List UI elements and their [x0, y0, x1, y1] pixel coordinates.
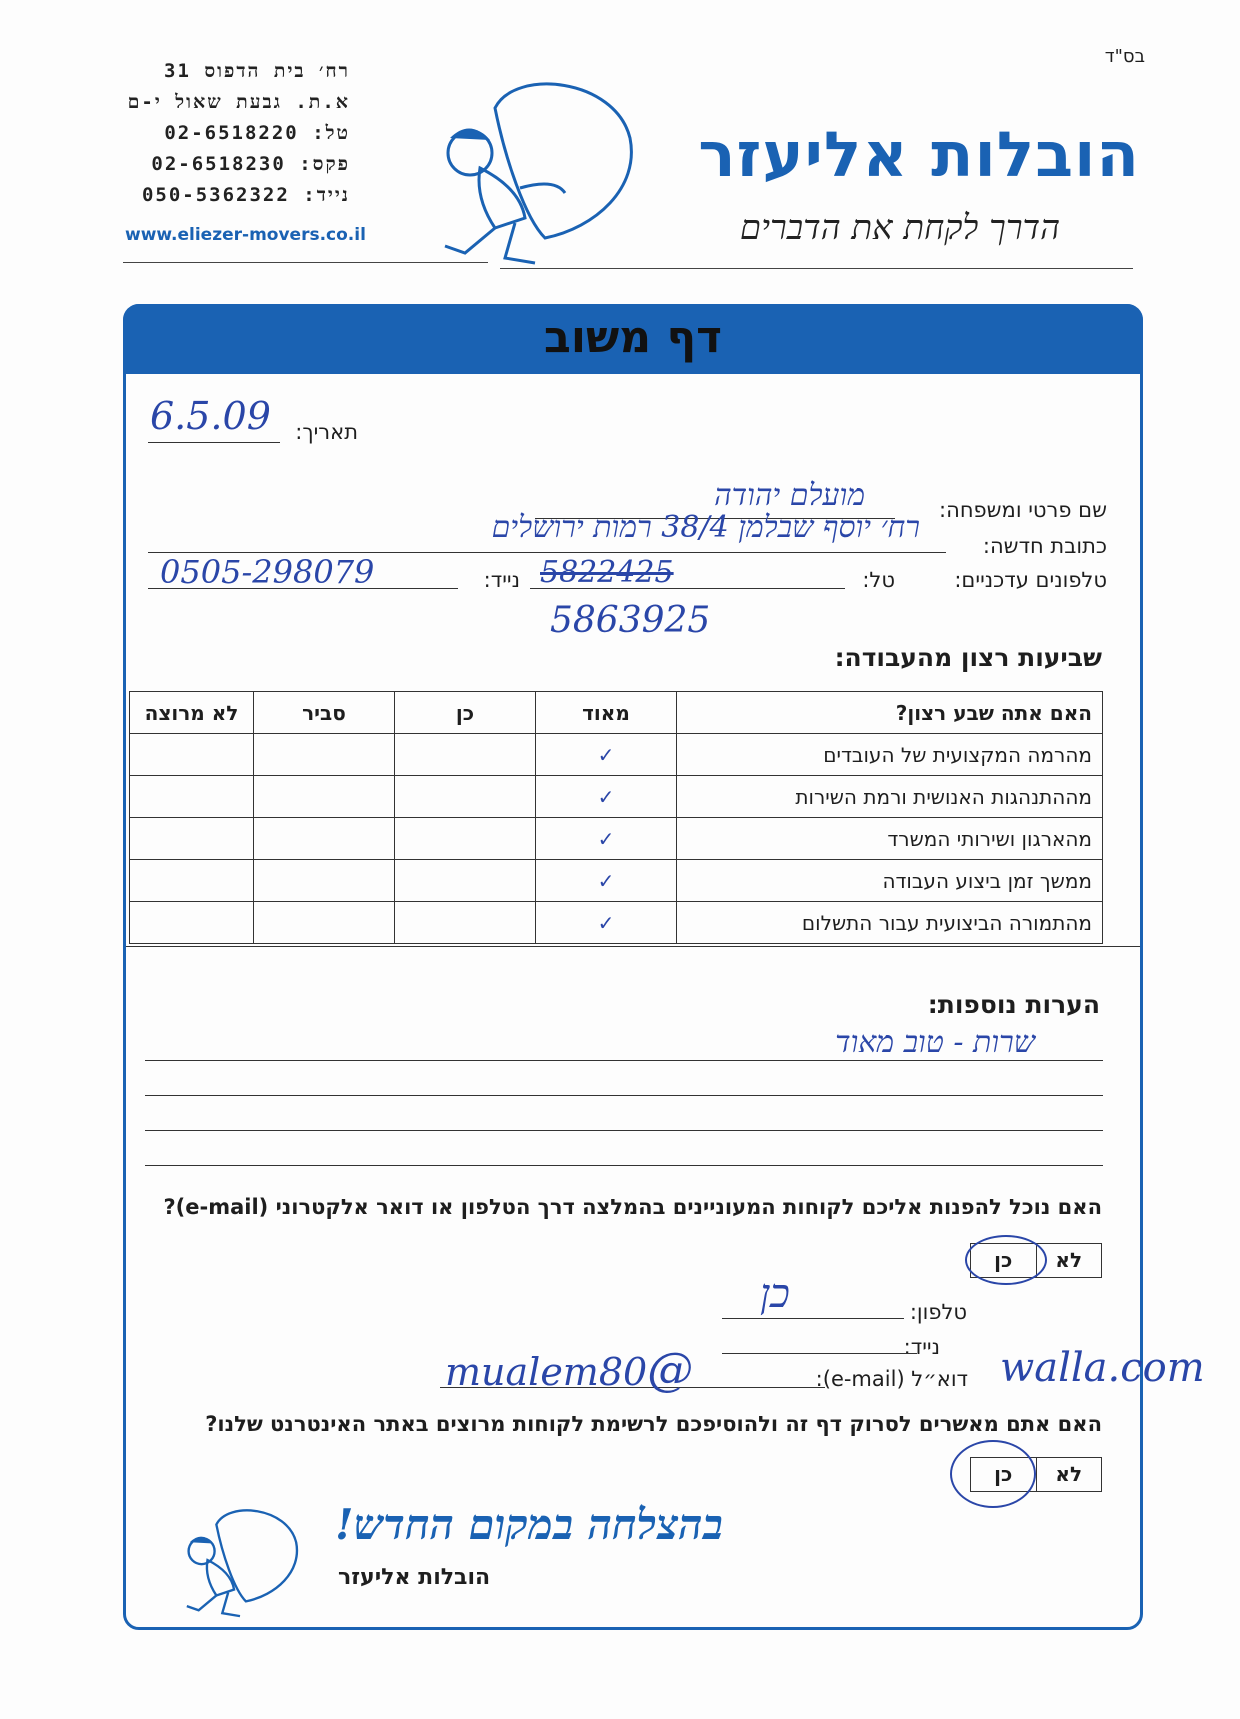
row-label: ממשך זמן ביצוע העבודה — [677, 860, 1103, 902]
check-icon[interactable]: ✓ — [536, 902, 677, 944]
mover-mascot-small-icon — [175, 1500, 305, 1620]
website-no-option[interactable]: לא — [1055, 1462, 1083, 1486]
email-domain: walla.com — [1000, 1345, 1205, 1391]
col-fair: סביר — [254, 692, 395, 734]
website-permission-question: האם אתם מאשרים לסרוק דף זה ולהוסיפכם לרשימת לקוחות מרוצים באתר האינטרנט שלנו? — [205, 1412, 1102, 1436]
form-banner — [123, 304, 1143, 374]
contact-permission-question: האם נוכל להפנות אליכם לקוחות המעוניינים בהמלצה דרך הטלפון או דואר אלקטרוני (e-mail)? — [163, 1195, 1102, 1219]
comment-line[interactable] — [145, 1095, 1103, 1096]
contact-address: רח׳ בית הדפוס 31 — [164, 60, 350, 82]
phones-label: טלפונים עדכניים: — [954, 568, 1107, 592]
comment-line[interactable] — [145, 1130, 1103, 1131]
slogan: הדרך לקחת את הדברים — [739, 208, 1060, 248]
contact-phone-label: טלפון: — [909, 1300, 967, 1324]
comments-title: הערות נוספות: — [927, 990, 1100, 1019]
brand-name: הובלות אליעזר — [698, 118, 1140, 191]
phone-value-struck: 5822425 — [540, 555, 674, 590]
table-header-row — [130, 692, 1103, 734]
table-row — [130, 902, 1103, 944]
question-header: האם אתה שבע רצון? — [677, 692, 1103, 734]
bsd-mark: בס"ד — [1104, 46, 1145, 67]
contact-fax: פקס: 02-6518230 — [151, 153, 350, 175]
satisfaction-table — [129, 691, 1103, 944]
check-icon[interactable]: ✓ — [536, 860, 677, 902]
col-unsatisfied: לא מרוצה — [130, 692, 254, 734]
phone-label: טל: — [862, 568, 895, 592]
contact-area: א.ת. גבעת שאול י-ם — [127, 91, 350, 113]
email-at: @ — [647, 1342, 694, 1396]
table-row — [130, 818, 1103, 860]
check-icon[interactable]: ✓ — [536, 734, 677, 776]
contact-email-label: דוא״ל (e-mail): — [815, 1367, 968, 1391]
row-label: מהרמה המקצועית של העובדים — [677, 734, 1103, 776]
contact-phone-value: כן — [760, 1271, 790, 1317]
website-yes-circle — [950, 1440, 1036, 1508]
contact-no-option[interactable]: לא — [1055, 1248, 1083, 1272]
mobile-label: נייד: — [483, 568, 520, 592]
check-icon[interactable]: ✓ — [536, 776, 677, 818]
contact-block — [125, 60, 350, 207]
comments-handwritten: שרות - טוב מאוד — [835, 1025, 1035, 1060]
table-row — [130, 776, 1103, 818]
table-row — [130, 734, 1103, 776]
contact-phone: טל: 02-6518220 — [164, 122, 350, 144]
row-label: מההתנהגות האנושית ורמת השירות — [677, 776, 1103, 818]
website-link[interactable]: www.eliezer-movers.co.il — [125, 225, 366, 245]
check-icon[interactable]: ✓ — [536, 818, 677, 860]
address-value: רח׳ יוסף שבלמן 38/4 רמות ירושלים — [491, 510, 920, 545]
row-label: מהתמורה הביצועית עבור התשלום — [677, 902, 1103, 944]
contact-yes-option[interactable]: כן — [994, 1248, 1013, 1272]
table-row — [130, 860, 1103, 902]
col-yes: כן — [395, 692, 536, 734]
col-very: מאוד — [536, 692, 677, 734]
date-value: 6.5.09 — [150, 394, 271, 438]
form-title: דף משוב — [543, 312, 723, 363]
date-label: תאריך: — [295, 420, 358, 444]
comment-line[interactable] — [145, 1165, 1103, 1166]
footer-wish: בהצלחה במקום החדש! — [335, 1500, 723, 1549]
footer-brand: הובלות אליעזר — [338, 1565, 491, 1590]
contact-yes-circle — [965, 1235, 1047, 1285]
contact-mobile: נייד: 050-5362322 — [141, 184, 350, 206]
address-label: כתובת חדשה: — [982, 534, 1107, 558]
comment-line[interactable] — [145, 1060, 1103, 1061]
name-value: מועלם יהודה — [714, 478, 865, 513]
satisfaction-title: שביעות רצון מהעבודה: — [834, 643, 1102, 672]
phone-value: 5863925 — [550, 600, 711, 641]
email-local: mualem80 — [445, 1350, 648, 1394]
website-yes-option[interactable]: כן — [994, 1462, 1013, 1486]
mover-mascot-icon — [425, 68, 645, 268]
email-value — [445, 1342, 693, 1396]
contact-mobile-label: נייד: — [903, 1335, 940, 1359]
mobile-value: 0505-298079 — [160, 553, 375, 591]
name-label: שם פרטי ומשפחה: — [939, 498, 1107, 522]
row-label: מהארגון ושירותי המשרד — [677, 818, 1103, 860]
